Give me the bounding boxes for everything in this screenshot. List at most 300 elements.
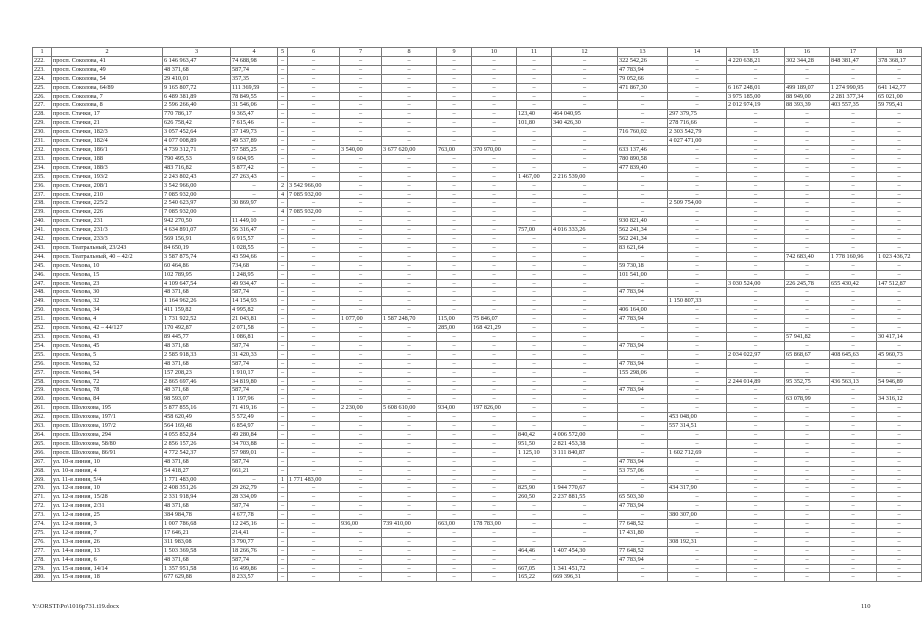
value-cell: – xyxy=(437,261,472,270)
row-number-cell: 248. xyxy=(33,288,52,297)
value-cell: – xyxy=(517,324,552,333)
value-cell: – xyxy=(877,341,922,350)
value-cell: – xyxy=(618,199,668,208)
value-cell: – xyxy=(727,208,785,217)
value-cell: – xyxy=(340,457,382,466)
value-cell: – xyxy=(288,386,340,395)
value-cell: 297 379,75 xyxy=(668,110,727,119)
value-cell: – xyxy=(382,74,437,83)
table-row xyxy=(33,92,922,101)
value-cell: – xyxy=(288,243,340,252)
value-cell: 2 281 377,34 xyxy=(830,92,877,101)
address-cell: просп. Соколова, 8 xyxy=(52,101,163,110)
address-cell: просп. Театральный, 23/243 xyxy=(52,243,163,252)
row-number-cell: 272. xyxy=(33,502,52,511)
value-cell: – xyxy=(668,56,727,65)
value-cell: – xyxy=(877,502,922,511)
value-cell: – xyxy=(727,537,785,546)
value-cell: – xyxy=(472,413,517,422)
value-cell: – xyxy=(340,110,382,119)
value-cell: – xyxy=(830,306,877,315)
value-cell: – xyxy=(231,208,278,217)
address-cell: ул. 13-я линия, 26 xyxy=(52,537,163,546)
value-cell: 4 xyxy=(278,208,288,217)
row-number-cell: 253. xyxy=(33,333,52,342)
value-cell: – xyxy=(382,65,437,74)
value-cell: 7 085 932,00 xyxy=(163,208,231,217)
value-cell: – xyxy=(288,306,340,315)
value-cell: – xyxy=(437,457,472,466)
value-cell: – xyxy=(288,324,340,333)
address-cell: просп. Чехова, 52 xyxy=(52,359,163,368)
value-cell: – xyxy=(340,154,382,163)
value-cell: 1 357 951,58 xyxy=(163,564,231,573)
value-cell: 308 192,31 xyxy=(668,537,727,546)
value-cell: – xyxy=(437,386,472,395)
value-cell: 2 596 266,40 xyxy=(163,101,231,110)
value-cell: – xyxy=(830,475,877,484)
row-number-cell: 223. xyxy=(33,65,52,74)
value-cell: – xyxy=(382,137,437,146)
value-cell: – xyxy=(727,288,785,297)
value-cell: – xyxy=(340,181,382,190)
table-row xyxy=(33,172,922,181)
value-cell: 655 430,42 xyxy=(830,279,877,288)
value-cell: – xyxy=(517,128,552,137)
value-cell: – xyxy=(877,154,922,163)
value-cell: – xyxy=(618,252,668,261)
value-cell: – xyxy=(472,430,517,439)
value-cell: – xyxy=(437,217,472,226)
table-row xyxy=(33,279,922,288)
column-number-header: 18 xyxy=(877,48,922,57)
value-cell: – xyxy=(877,119,922,128)
value-cell: 48 371,68 xyxy=(163,386,231,395)
value-cell: 47 783,94 xyxy=(618,341,668,350)
value-cell: – xyxy=(618,395,668,404)
value-cell: – xyxy=(278,341,288,350)
value-cell: – xyxy=(668,226,727,235)
value-cell: – xyxy=(472,119,517,128)
value-cell: – xyxy=(877,466,922,475)
value-cell: – xyxy=(278,573,288,582)
row-number-cell: 233. xyxy=(33,154,52,163)
value-cell: 380 307,00 xyxy=(668,511,727,520)
value-cell: – xyxy=(668,368,727,377)
value-cell: – xyxy=(877,261,922,270)
value-cell: – xyxy=(618,448,668,457)
value-cell: – xyxy=(830,235,877,244)
row-number-cell: 259. xyxy=(33,386,52,395)
value-cell: – xyxy=(668,502,727,511)
row-number-cell: 268. xyxy=(33,466,52,475)
value-cell: – xyxy=(785,110,830,119)
value-cell: – xyxy=(340,270,382,279)
value-cell: – xyxy=(830,546,877,555)
value-cell: – xyxy=(727,511,785,520)
value-cell: – xyxy=(668,564,727,573)
table-row xyxy=(33,466,922,475)
value-cell: – xyxy=(668,546,727,555)
value-cell: 4 077 008,89 xyxy=(163,137,231,146)
value-cell: – xyxy=(437,92,472,101)
value-cell: – xyxy=(785,511,830,520)
value-cell: – xyxy=(472,101,517,110)
value-cell: 48 371,68 xyxy=(163,457,231,466)
value-cell: – xyxy=(278,502,288,511)
value-cell: – xyxy=(785,315,830,324)
value-cell: – xyxy=(288,252,340,261)
value-cell: – xyxy=(382,537,437,546)
value-cell: – xyxy=(278,261,288,270)
value-cell: – xyxy=(288,333,340,342)
table-row xyxy=(33,315,922,324)
value-cell: – xyxy=(668,252,727,261)
value-cell: 43 594,66 xyxy=(231,252,278,261)
row-number-cell: 279. xyxy=(33,564,52,573)
value-cell: 370 970,00 xyxy=(472,145,517,154)
value-cell: – xyxy=(340,333,382,342)
value-cell: – xyxy=(517,288,552,297)
value-cell: – xyxy=(340,288,382,297)
value-cell: – xyxy=(552,395,618,404)
value-cell: – xyxy=(437,546,472,555)
value-cell: – xyxy=(668,466,727,475)
value-cell: – xyxy=(618,92,668,101)
value-cell: – xyxy=(278,101,288,110)
value-cell: – xyxy=(877,546,922,555)
value-cell: – xyxy=(877,217,922,226)
value-cell: 214,41 xyxy=(231,528,278,537)
value-cell: – xyxy=(472,74,517,83)
row-number-cell: 261. xyxy=(33,404,52,413)
value-cell: – xyxy=(340,466,382,475)
value-cell: 4 027 471,00 xyxy=(668,137,727,146)
value-cell: – xyxy=(727,252,785,261)
value-cell: – xyxy=(288,92,340,101)
value-cell: – xyxy=(437,413,472,422)
value-cell: – xyxy=(668,306,727,315)
value-cell: – xyxy=(517,404,552,413)
value-cell: 1 771 483,00 xyxy=(163,475,231,484)
row-number-cell: 273. xyxy=(33,511,52,520)
value-cell: 458 620,49 xyxy=(163,413,231,422)
value-cell: – xyxy=(727,172,785,181)
value-cell: – xyxy=(830,217,877,226)
value-cell: 1 086,81 xyxy=(231,333,278,342)
value-cell: 564 169,48 xyxy=(163,422,231,431)
value-cell: – xyxy=(877,555,922,564)
table-row xyxy=(33,199,922,208)
row-number-cell: 265. xyxy=(33,439,52,448)
value-cell: – xyxy=(288,101,340,110)
row-number-cell: 229. xyxy=(33,119,52,128)
value-cell: – xyxy=(340,555,382,564)
value-cell: – xyxy=(382,377,437,386)
value-cell: – xyxy=(830,466,877,475)
table-row xyxy=(33,110,922,119)
value-cell: – xyxy=(727,270,785,279)
value-cell: – xyxy=(785,537,830,546)
value-cell: 65 021,00 xyxy=(877,92,922,101)
value-cell: 2 xyxy=(278,181,288,190)
value-cell: 357,35 xyxy=(231,74,278,83)
value-cell: – xyxy=(517,502,552,511)
value-cell: 47 783,94 xyxy=(618,288,668,297)
value-cell: – xyxy=(382,413,437,422)
table-row xyxy=(33,288,922,297)
value-cell: – xyxy=(517,528,552,537)
value-cell: – xyxy=(437,83,472,92)
value-cell: – xyxy=(288,83,340,92)
value-cell: 8 233,57 xyxy=(231,573,278,582)
value-cell: – xyxy=(517,190,552,199)
value-cell: – xyxy=(668,359,727,368)
value-cell: – xyxy=(437,430,472,439)
value-cell: 9 604,95 xyxy=(231,154,278,163)
address-cell: просп. Соколова, 54 xyxy=(52,74,163,83)
value-cell: – xyxy=(727,199,785,208)
value-cell: – xyxy=(618,208,668,217)
value-cell: – xyxy=(472,466,517,475)
value-cell: – xyxy=(877,439,922,448)
value-cell: – xyxy=(288,395,340,404)
value-cell: 47 783,94 xyxy=(618,359,668,368)
value-cell: – xyxy=(288,199,340,208)
value-cell: – xyxy=(877,288,922,297)
value-cell: – xyxy=(382,306,437,315)
value-cell: – xyxy=(517,217,552,226)
value-cell: – xyxy=(727,475,785,484)
value-cell: – xyxy=(231,190,278,199)
value-cell: 115,00 xyxy=(437,315,472,324)
value-cell: – xyxy=(785,564,830,573)
value-cell: 569 156,91 xyxy=(163,235,231,244)
value-cell: 226 245,78 xyxy=(785,279,830,288)
value-cell: – xyxy=(382,457,437,466)
column-number-header: 4 xyxy=(231,48,278,57)
value-cell: 1 944 770,67 xyxy=(552,484,618,493)
value-cell: – xyxy=(618,439,668,448)
value-cell: – xyxy=(877,315,922,324)
value-cell: – xyxy=(437,208,472,217)
value-cell: 2 331 918,94 xyxy=(163,493,231,502)
value-cell: 6 489 381,89 xyxy=(163,92,231,101)
value-cell: – xyxy=(517,199,552,208)
value-cell: – xyxy=(517,137,552,146)
value-cell: – xyxy=(830,430,877,439)
value-cell: – xyxy=(437,493,472,502)
value-cell: – xyxy=(382,555,437,564)
value-cell: – xyxy=(618,484,668,493)
value-cell: 2 540 623,97 xyxy=(163,199,231,208)
value-cell: 278 716,66 xyxy=(668,119,727,128)
value-cell: – xyxy=(382,528,437,537)
value-cell: – xyxy=(785,119,830,128)
value-cell: – xyxy=(877,528,922,537)
value-cell: – xyxy=(830,324,877,333)
value-cell: – xyxy=(231,181,278,190)
value-cell: – xyxy=(727,333,785,342)
value-cell: 65 868,67 xyxy=(785,350,830,359)
value-cell: – xyxy=(517,466,552,475)
table-row xyxy=(33,217,922,226)
value-cell: – xyxy=(785,235,830,244)
value-cell: – xyxy=(830,243,877,252)
value-cell: – xyxy=(437,377,472,386)
value-cell: 21 043,81 xyxy=(231,315,278,324)
row-number-cell: 250. xyxy=(33,306,52,315)
value-cell: 742 683,40 xyxy=(785,252,830,261)
table-row xyxy=(33,430,922,439)
address-cell: просп. Чехова, 45 xyxy=(52,341,163,350)
value-cell: 384 984,78 xyxy=(163,511,231,520)
value-cell: – xyxy=(437,555,472,564)
value-cell: 2 509 754,00 xyxy=(668,199,727,208)
value-cell: – xyxy=(785,65,830,74)
value-cell: 1 028,55 xyxy=(231,243,278,252)
value-cell: – xyxy=(668,279,727,288)
value-cell: – xyxy=(727,235,785,244)
value-cell: 477 839,40 xyxy=(618,163,668,172)
value-cell: 17 431,80 xyxy=(618,528,668,537)
value-cell: – xyxy=(472,528,517,537)
value-cell: – xyxy=(288,573,340,582)
address-cell: ул. 10-я линия, 4 xyxy=(52,466,163,475)
value-cell: – xyxy=(278,110,288,119)
value-cell: 716 760,02 xyxy=(618,128,668,137)
value-cell: – xyxy=(288,537,340,546)
address-cell: просп. Соколова, 41 xyxy=(52,56,163,65)
value-cell: – xyxy=(382,154,437,163)
row-number-cell: 249. xyxy=(33,297,52,306)
value-cell: – xyxy=(877,484,922,493)
value-cell: 1 602 712,69 xyxy=(668,448,727,457)
value-cell: – xyxy=(288,546,340,555)
value-cell: – xyxy=(668,341,727,350)
row-number-cell: 275. xyxy=(33,528,52,537)
value-cell: – xyxy=(382,466,437,475)
value-cell: 3 030 524,00 xyxy=(727,279,785,288)
value-cell: – xyxy=(552,199,618,208)
address-cell: просп. Шолохова, 197/1 xyxy=(52,413,163,422)
value-cell: – xyxy=(668,288,727,297)
value-cell: – xyxy=(278,145,288,154)
value-cell: 2 237 881,55 xyxy=(552,493,618,502)
value-cell: – xyxy=(382,484,437,493)
value-cell: 285,00 xyxy=(437,324,472,333)
value-cell: – xyxy=(830,341,877,350)
value-cell: – xyxy=(877,208,922,217)
address-cell: просп. Стачки, 226 xyxy=(52,208,163,217)
row-number-cell: 277. xyxy=(33,546,52,555)
value-cell: – xyxy=(278,288,288,297)
value-cell: 7 085 932,00 xyxy=(288,208,340,217)
address-cell: ул. 10-я линия, 10 xyxy=(52,457,163,466)
value-cell: – xyxy=(472,564,517,573)
value-cell: – xyxy=(552,235,618,244)
value-cell: 18 266,76 xyxy=(231,546,278,555)
value-cell: – xyxy=(830,65,877,74)
value-cell: – xyxy=(437,564,472,573)
value-cell: 77 648,52 xyxy=(618,546,668,555)
value-cell: – xyxy=(382,341,437,350)
value-cell: – xyxy=(472,511,517,520)
value-cell: 49 537,89 xyxy=(231,137,278,146)
value-cell: – xyxy=(278,128,288,137)
address-cell: ул. 15-я линия, 18 xyxy=(52,573,163,582)
value-cell: – xyxy=(618,475,668,484)
value-cell: 56 316,47 xyxy=(231,226,278,235)
value-cell: – xyxy=(552,511,618,520)
value-cell: 197 826,00 xyxy=(472,404,517,413)
value-cell: – xyxy=(278,324,288,333)
value-cell: – xyxy=(668,457,727,466)
value-cell: – xyxy=(472,208,517,217)
value-cell: 30 869,97 xyxy=(231,199,278,208)
table-row xyxy=(33,502,922,511)
value-cell: – xyxy=(727,324,785,333)
value-cell: – xyxy=(382,199,437,208)
table-row xyxy=(33,413,922,422)
value-cell: – xyxy=(340,564,382,573)
value-cell: – xyxy=(382,448,437,457)
value-cell: – xyxy=(382,181,437,190)
value-cell: – xyxy=(382,297,437,306)
value-cell: – xyxy=(288,359,340,368)
value-cell: – xyxy=(437,279,472,288)
value-cell: 47 783,94 xyxy=(618,555,668,564)
row-number-cell: 257. xyxy=(33,368,52,377)
value-cell: – xyxy=(340,430,382,439)
value-cell: 170 492,87 xyxy=(163,324,231,333)
table-row xyxy=(33,368,922,377)
table-row xyxy=(33,546,922,555)
value-cell: – xyxy=(382,493,437,502)
address-cell: просп. Чехова, 4 xyxy=(52,315,163,324)
value-cell: 587,74 xyxy=(231,341,278,350)
value-cell: 2 408 351,26 xyxy=(163,484,231,493)
value-cell: – xyxy=(340,56,382,65)
value-cell: – xyxy=(877,386,922,395)
value-cell: – xyxy=(668,101,727,110)
row-number-cell: 251. xyxy=(33,315,52,324)
value-cell: 6 915,57 xyxy=(231,235,278,244)
value-cell: 102 789,95 xyxy=(163,270,231,279)
value-cell: – xyxy=(278,65,288,74)
value-cell: 2 034 022,97 xyxy=(727,350,785,359)
address-cell: ул. 14-я линия, 6 xyxy=(52,555,163,564)
value-cell: – xyxy=(382,217,437,226)
value-cell: 436 563,13 xyxy=(830,377,877,386)
address-cell: просп. Стачки, 208/1 xyxy=(52,181,163,190)
value-cell: – xyxy=(517,333,552,342)
address-cell: просп. Чехова, 78 xyxy=(52,386,163,395)
value-cell: – xyxy=(785,502,830,511)
value-cell: 3 542 966,00 xyxy=(163,181,231,190)
value-cell: 1 248,95 xyxy=(231,270,278,279)
value-cell: – xyxy=(288,341,340,350)
value-cell: – xyxy=(472,83,517,92)
column-number-header: 9 xyxy=(437,48,472,57)
row-number-cell: 267. xyxy=(33,457,52,466)
value-cell: – xyxy=(437,439,472,448)
value-cell: – xyxy=(668,92,727,101)
address-cell: просп. Чехова, 42 – 44/127 xyxy=(52,324,163,333)
value-cell: – xyxy=(785,341,830,350)
value-cell: 47 783,94 xyxy=(618,386,668,395)
value-cell: – xyxy=(727,528,785,537)
